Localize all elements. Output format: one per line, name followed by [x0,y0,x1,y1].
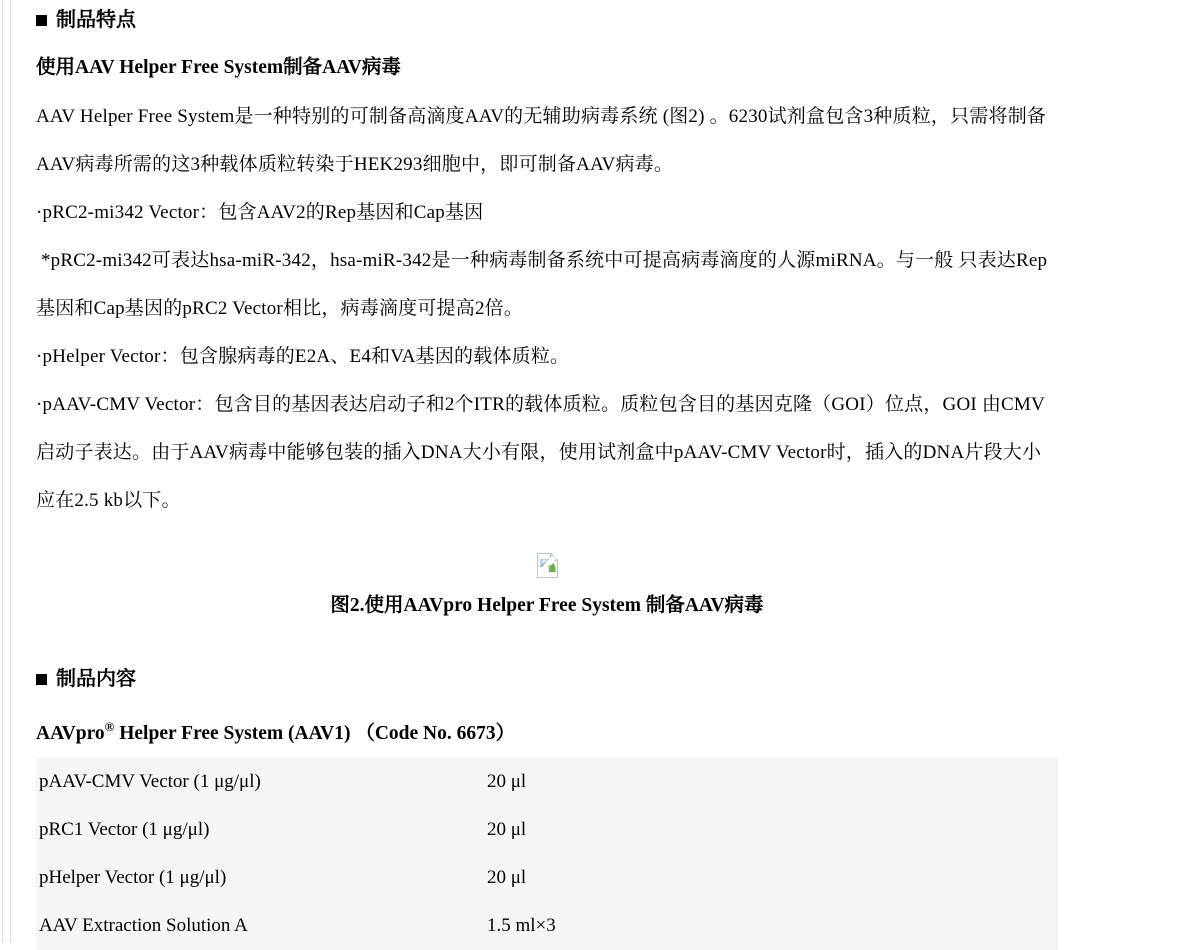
section-heading-features [36,9,1058,31]
component-amount: 20 μl [487,867,527,888]
component-amount: 20 μl [487,819,527,840]
kit-contents-table [36,758,1058,950]
product-title-rest: Helper Free System (AAV1) （Code No. 6673） [114,723,516,744]
table-row [36,806,1058,854]
paragraph-prc2-note: *pRC2-mi342可表达hsa-miR-342，hsa-miR-342是一种病毒制备系统中可提高病毒滴度的人源miRNA。与一般 只表达Rep基因和Cap基因的pRC2 Vector相比，病毒滴度可提高2倍。 [36,250,1048,319]
component-name: pRC1 Vector (1 μg/μl) [39,819,210,840]
paragraph-prc2-vector: ·pRC2-mi342 Vector：包含AAV2的Rep基因和Cap基因 [36,202,484,223]
component-name: AAV Extraction Solution A [39,915,248,936]
document-content [36,0,1058,950]
features-paragraphs [36,93,1058,525]
product-name: AAVpro [36,723,105,744]
section-heading-features-label: 制品特点 [56,9,136,31]
section-heading-contents-label: 制品内容 [56,668,136,690]
section-bullet-icon [36,15,47,26]
page-frame-border-outer [2,0,3,943]
page-frame-border-inner [10,0,11,943]
figure-2 [36,553,1058,617]
table-row [36,854,1058,902]
table-row [36,758,1058,806]
section-heading-contents [36,668,1058,690]
section-bullet-icon [36,674,47,685]
broken-image-icon [537,553,558,578]
product-title [36,718,1058,745]
paragraph-system-intro: AAV Helper Free System是一种特别的可制备高滴度AAV的无辅助病毒系统 (图2) 。6230试剂盒包含3种质粒，只需将制备AAV病毒所需的这3种载体质粒转染于HEK293细胞中，即可制备AAV病毒。 [36,106,1047,175]
component-name: pAAV-CMV Vector (1 μg/μl) [39,771,261,792]
component-amount: 20 μl [487,771,527,792]
registered-trademark-symbol: ® [104,718,115,734]
figure-2-caption: 图2.使用AAVpro Helper Free System 制备AAV病毒 [330,595,764,616]
features-subtitle: 使用AAV Helper Free System制备AAV病毒 [36,57,401,78]
paragraph-paav-cmv-vector: ·pAAV-CMV Vector：包含目的基因表达启动子和2个ITR的载体质粒。质粒包含目的基因克隆（GOI）位点，GOI 由CMV启动子表达。由于AAV病毒中能够包装的插入DNA大小有限，使用试剂盒中pAAV-CMV Vector时，插入的DNA片段大小应在2.5 kb以下。 [36,394,1045,511]
component-amount: 1.5 ml×3 [487,915,556,936]
paragraph-phelper-vector: ·pHelper Vector：包含腺病毒的E2A、E4和VA基因的载体质粒。 [36,346,570,367]
component-name: pHelper Vector (1 μg/μl) [39,867,227,888]
